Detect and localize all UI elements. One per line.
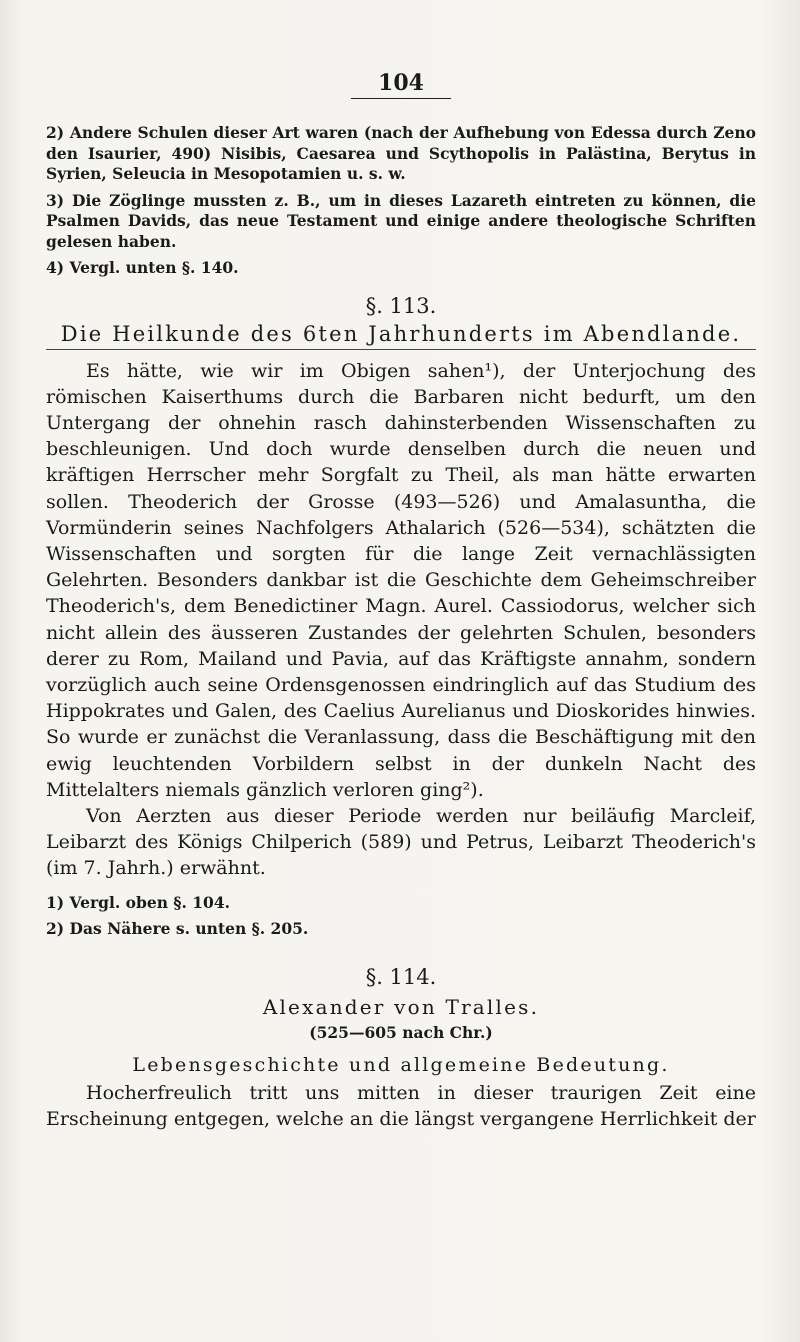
- section-dates: (525—605 nach Chr.): [309, 1022, 493, 1042]
- paragraph: Von Aerzten aus dieser Periode werden nur beiläufig Marcleif, Leibarzt des Königs Chilperich (589) und Petrus, Leibarzt Theoderich's (im 7. Jahrh.) erwähnt.: [46, 804, 756, 880]
- footnote-text: Die Zöglinge mussten z. B., um in dieses Lazareth eintreten zu können, die Psalmen Davids, das neue Testament und einige andere theologische Schriften gelesen haben.: [46, 190, 756, 251]
- page-number: 104: [351, 70, 451, 99]
- subsection-heading: Lebensgeschichte und allgemeine Bedeutung.: [132, 1053, 670, 1076]
- paragraph: Hocherfreulich tritt uns mitten in dieser traurigen Zeit eine Erscheinung entgegen, welche an die längst vergangene Herrlichkeit der: [46, 1081, 756, 1130]
- footnote-text: Andere Schulen dieser Art waren (nach der Aufhebung von Edessa durch Zeno den Isaurier, 490) Nisibis, Caesarea und Scythopolis in Palästina, Berytus in Syrien, Seleucia in Mesopotamien u. s. w.: [46, 123, 756, 183]
- section-114-body: [46, 1080, 756, 1132]
- footnote-number: 4): [46, 258, 65, 277]
- footnote-4: [46, 258, 756, 279]
- paragraph: Es hätte, wie wir im Obigen sahen¹), der Unterjochung des römischen Kaiserthums durch die Barbaren nicht bedurft, um den Untergang der ohnehin rasch dahinsterbenden Wissenschaften zu beschleunigen. Und doch wurde denselben durch die neuen und kräftigen Herrscher mehr Sorgfalt zu Theil, als man hätte erwarten sollen. Theoderich der Grosse (493—526) und Amalasuntha, die Vormünderin seines Nachfolgers Athalarich (526—534), schätzten die Wissenschaften und sorgten für die lange Zeit vernachlässigten Gelehrten. Besonders dankbar ist die Geschichte dem Geheimschreiber Theoderich's, dem Benedictiner Magn. Aurel. Cassiodorus, welcher sich nicht allein des äusseren Zustandes der gelehrten Schulen, besonders derer zu Rom, Mailand und Pavia, auf das Kräftigste annahm, sondern vorzüglich auch seine Ordensgenossen eindringlich auf das Studium des Hippokrates und Galen, des Caelius Aurelianus und Dioskorides hinwies. So wurde er zunächst die Veranlassung, dass die Beschäftigung mit den ewig leuchtenden Vorbildern selbst in der dunkeln Nacht des Mittelalters niemals gänzlich verloren ging²).: [46, 359, 756, 801]
- section-number-113: §. 113.: [365, 293, 437, 318]
- section-113-body: [46, 358, 756, 882]
- footnote: 1) Vergl. oben §. 104.: [46, 892, 231, 912]
- top-footnotes: [46, 123, 756, 279]
- section-title-114: Alexander von Tralles.: [262, 994, 540, 1019]
- section-title-113: Die Heilkunde des 6ten Jahrhunderts im Abendlande.: [46, 321, 756, 350]
- footnote-number: 2): [46, 123, 65, 142]
- footnote-3: [46, 191, 756, 253]
- section-number-114: §. 114.: [365, 964, 437, 989]
- section-113-footnotes: [46, 892, 756, 940]
- footnote-text: Vergl. unten §. 140.: [69, 258, 239, 277]
- footnote: 2) Das Nähere s. unten §. 205.: [46, 918, 309, 938]
- footnote-2: [46, 123, 756, 185]
- footnote-number: 3): [46, 190, 65, 210]
